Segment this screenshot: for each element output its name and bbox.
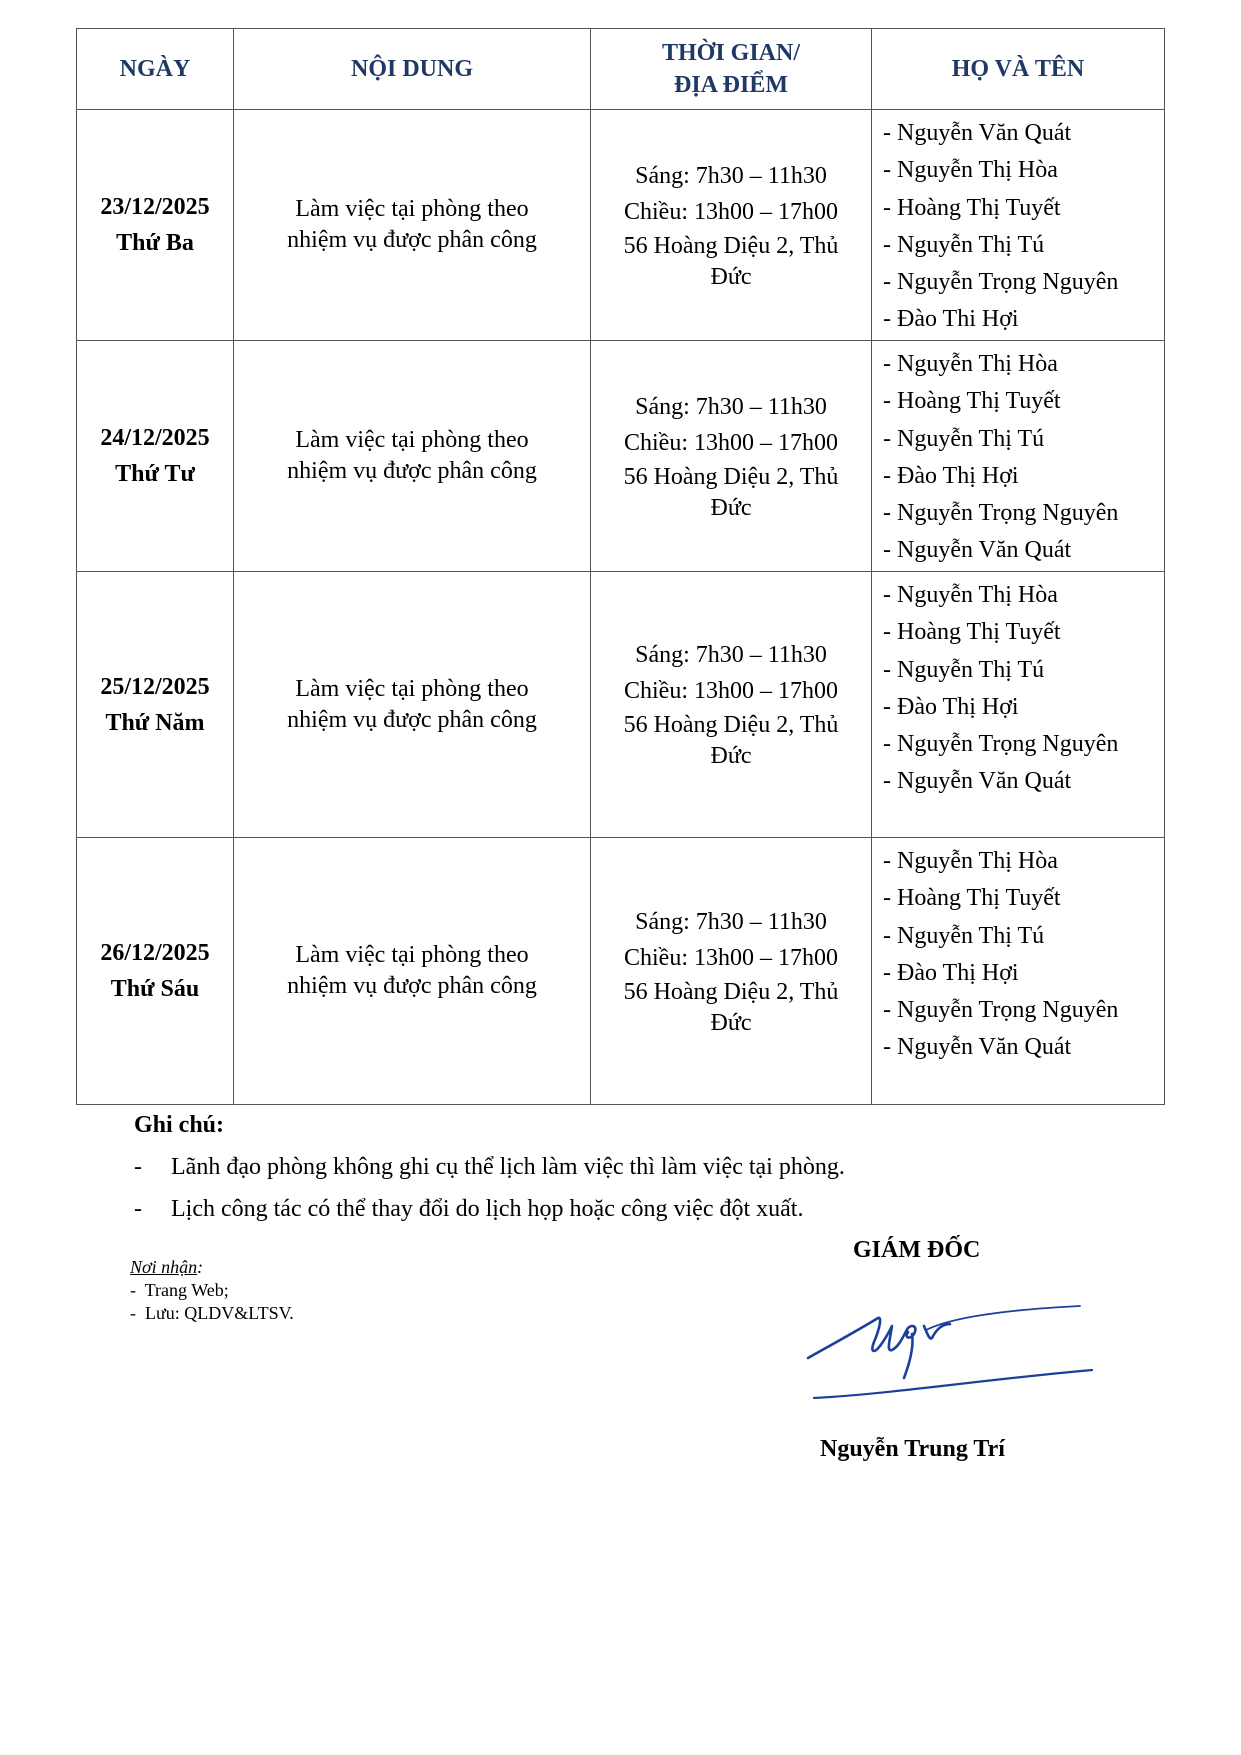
handwritten-signature — [800, 1300, 1100, 1415]
names-cell — [872, 110, 1165, 341]
morning-hours: Sáng: 7h30 – 11h30 — [635, 162, 827, 189]
time-location-cell — [591, 838, 872, 1105]
date-cell — [77, 341, 234, 572]
row-weekday: Thứ Ba — [116, 230, 194, 256]
date-cell — [77, 838, 234, 1105]
person-name: - Hoàng Thị Tuyết — [883, 383, 1164, 420]
header-content: NỘI DUNG — [234, 29, 591, 110]
table-row — [77, 838, 1165, 1105]
document-page: NGÀY NỘI DUNG THỜI GIAN/ ĐỊA ĐIỂM HỌ VÀ TÊN 23/12/2025 Thứ Ba Làm việc tại phòng theo nhiệm vụ được phân công Sáng: 7h30 – 11h30 Chiều: 13h00 – 17h00 56 Hoàng Diệu 2, Thủ Đức - Nguyễn Văn Quát - Nguyễn Thị Hòa - Hoàng Thị Tuyết - Nguyễn Thị Tú - Nguyễn Trọng Nguyên - Đào Thi Hợi 24/12/2025 Thứ Tư Làm việc tại phòng theo nhiệm vụ được phân công Sáng: 7h30 – 11h30 Chiều: 13h00 – 17h00 56 Hoàng Diệu 2, Thủ Đức - Nguyễn Thị Hòa - Hoàng Thị Tuyết - Nguyễn Thị Tú - Đào Thị Hợi - Nguyễn Trọng Nguyên - Nguyễn Văn Quát 25/12/2025 Thứ Năm Làm việc tại phòng theo nhiệm vụ được phân công Sáng: 7h30 – 11h30 Chiều: 13h00 – 17h00 56 Hoàng Diệu 2, Thủ Đức - Nguyễn Thị Hòa - Hoàng Thị Tuyết - Nguyễn Thị Tú - Đào Thị Hợi - Nguyễn Trọng Nguyên - Nguyễn Văn Quát 26/12/2025 Thứ Sáu Làm việc tại phòng theo nhiệm vụ được phân công Sáng: 7h30 – 11h30 Chiều: 13h00 – 17h00 56 Hoàng Diệu 2, Thủ Đức - Nguyễn Thị Hòa - Hoàng Thị Tuyết - Nguyễn Thị Tú - Đào Thị Hợi - Nguyễn Trọng Nguyên - Nguyễn Văn Quát Ghi chú: - Lãnh đạo phòng không ghi cụ thể lịch làm việc thì làm việc tại phòng. - Lịch công tác có thể thay đổi do lịch họp hoặc công việc đột xuất. Nơi nhận: - Trang Web; - Lưu: QLDV&LTSV. GIÁM ĐỐC Nguyễn Trung Trí — [0, 0, 1241, 1755]
location: 56 Hoàng Diệu 2, Thủ Đức — [623, 712, 839, 769]
person-name: - Nguyễn Thị Tú — [883, 918, 1164, 955]
header-date: NGÀY — [77, 29, 234, 110]
time-location-cell — [591, 572, 872, 838]
table-row — [77, 110, 1165, 341]
person-name: - Đào Thị Hợi — [883, 689, 1164, 726]
time-location-cell — [591, 341, 872, 572]
row-weekday: Thứ Sáu — [110, 976, 200, 1002]
names-cell — [872, 572, 1165, 838]
person-name: - Hoàng Thị Tuyết — [883, 190, 1164, 227]
names-cell — [872, 838, 1165, 1105]
person-name: - Nguyễn Thị Tú — [883, 227, 1164, 264]
date-cell — [77, 572, 234, 838]
row-date: 26/12/2025 — [100, 940, 210, 966]
afternoon-hours: Chiều: 13h00 – 17h00 — [624, 944, 838, 971]
person-name: - Đào Thi Hợi — [883, 301, 1164, 338]
afternoon-hours: Chiều: 13h00 – 17h00 — [624, 429, 838, 456]
table-row — [77, 572, 1165, 838]
person-name: - Nguyễn Trọng Nguyên — [883, 495, 1164, 532]
morning-hours: Sáng: 7h30 – 11h30 — [635, 642, 827, 668]
person-name: - Nguyễn Thị Tú — [883, 421, 1164, 458]
afternoon-hours: Chiều: 13h00 – 17h00 — [624, 198, 838, 225]
signer-name: Nguyễn Trung Trí — [820, 1436, 1005, 1462]
row-weekday: Thứ Tư — [115, 461, 195, 487]
person-name: - Nguyễn Trọng Nguyên — [883, 264, 1164, 301]
header-names: HỌ VÀ TÊN — [872, 29, 1165, 110]
content-line: Làm việc tại phòng theo — [295, 427, 529, 453]
signer-role: GIÁM ĐỐC — [853, 1237, 981, 1263]
row-date: 25/12/2025 — [100, 673, 210, 700]
note-text: Lãnh đạo phòng không ghi cụ thể lịch làm việc thì làm việc tại phòng. — [171, 1154, 845, 1180]
person-name: - Nguyễn Văn Quát — [883, 1029, 1164, 1066]
schedule-table — [76, 28, 1165, 1105]
afternoon-hours: Chiều: 13h00 – 17h00 — [624, 678, 838, 704]
person-name: - Nguyễn Văn Quát — [883, 532, 1164, 569]
person-name: - Nguyễn Thị Hòa — [883, 346, 1164, 383]
recipients-section — [130, 1256, 294, 1325]
content-cell — [234, 110, 591, 341]
content-line: Làm việc tại phòng theo — [295, 196, 529, 222]
content-cell — [234, 572, 591, 838]
person-name: - Nguyễn Văn Quát — [883, 115, 1164, 152]
recipient-item: - Trang Web; — [130, 1280, 229, 1300]
morning-hours: Sáng: 7h30 – 11h30 — [635, 393, 827, 420]
note-text: Lịch công tác có thể thay đổi do lịch họp hoặc công việc đột xuất. — [171, 1196, 804, 1222]
content-line: nhiệm vụ được phân công — [287, 458, 537, 484]
names-list — [872, 572, 1164, 801]
notes-title: Ghi chú: — [134, 1112, 225, 1138]
row-date: 24/12/2025 — [100, 425, 210, 451]
person-name: - Nguyễn Thị Tú — [883, 652, 1164, 689]
person-name: - Đào Thị Hợi — [883, 955, 1164, 992]
row-weekday: Thứ Năm — [105, 709, 205, 736]
row-date: 23/12/2025 — [100, 194, 210, 220]
content-cell — [234, 838, 591, 1105]
person-name: - Nguyễn Trọng Nguyên — [883, 992, 1164, 1029]
location: 56 Hoàng Diệu 2, Thủ Đức — [623, 463, 839, 521]
person-name: - Nguyễn Thị Hòa — [883, 843, 1164, 880]
names-list — [872, 341, 1164, 570]
content-cell — [234, 341, 591, 572]
content-line: Làm việc tại phòng theo — [295, 942, 529, 968]
names-list — [872, 110, 1164, 339]
header-time-line1: THỜI GIAN/ — [661, 40, 801, 66]
person-name: - Nguyễn Thị Hòa — [883, 577, 1164, 614]
person-name: - Đào Thị Hợi — [883, 458, 1164, 495]
content-line: nhiệm vụ được phân công — [287, 973, 537, 999]
time-location-cell — [591, 110, 872, 341]
person-name: - Nguyễn Thị Hòa — [883, 152, 1164, 189]
content-line: Làm việc tại phòng theo — [295, 675, 529, 702]
content-line: nhiệm vụ được phân công — [287, 706, 537, 733]
person-name: - Nguyễn Trọng Nguyên — [883, 726, 1164, 763]
content-line: nhiệm vụ được phân công — [287, 227, 537, 253]
location: 56 Hoàng Diệu 2, Thủ Đức — [623, 978, 839, 1036]
header-time-location — [591, 29, 872, 110]
person-name: - Nguyễn Văn Quát — [883, 763, 1164, 800]
date-cell — [77, 110, 234, 341]
location: 56 Hoàng Diệu 2, Thủ Đức — [623, 232, 839, 290]
recipients-title: Nơi nhận: — [130, 1257, 204, 1277]
morning-hours: Sáng: 7h30 – 11h30 — [635, 908, 827, 935]
person-name: - Hoàng Thị Tuyết — [883, 614, 1164, 651]
recipient-item: - Lưu: QLDV&LTSV. — [130, 1303, 294, 1323]
table-header-row — [77, 29, 1165, 110]
names-list — [872, 838, 1164, 1067]
header-time-line2: ĐỊA ĐIỂM — [673, 72, 788, 98]
person-name: - Hoàng Thị Tuyết — [883, 880, 1164, 917]
names-cell — [872, 341, 1165, 572]
table-row — [77, 341, 1165, 572]
